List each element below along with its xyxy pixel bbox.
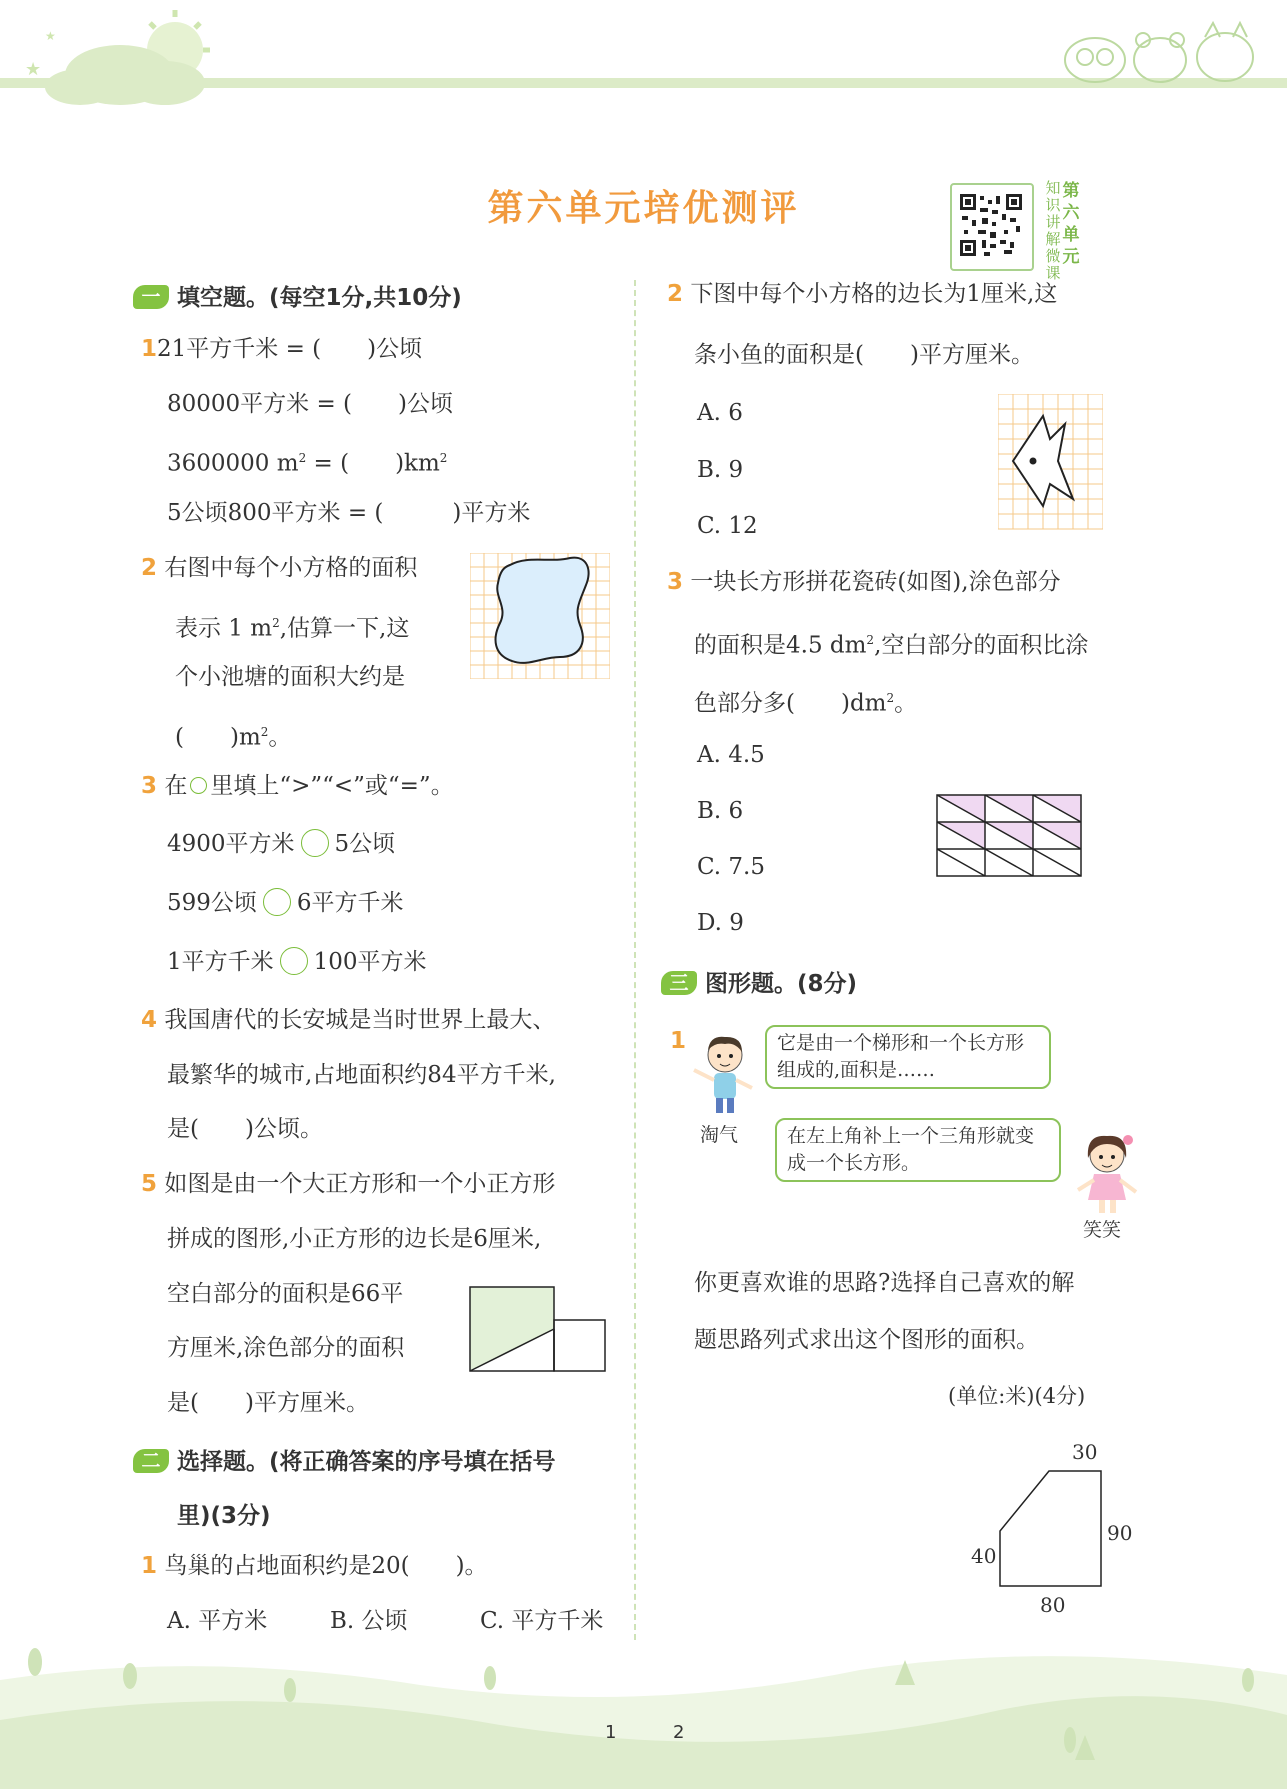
choice-q3-line1: [667, 567, 1061, 597]
question-number: 4: [141, 1007, 158, 1033]
dim-top-label: 30: [1072, 1440, 1098, 1464]
choice-q3-option-c: C. 7.5: [697, 854, 765, 880]
compare-left: 1平方千米: [167, 949, 274, 975]
question-number: 2: [141, 555, 158, 581]
qr-label-knowledge: 知识讲解微课: [1045, 179, 1061, 282]
choice-q3-option-b: B. 6: [697, 798, 744, 824]
section-2-title-line2: 里)(3分): [177, 1503, 271, 1529]
speech-bubble-girl: 在左上角补上一个三角形就变成一个长方形。: [775, 1118, 1061, 1182]
question-number: 3: [667, 569, 684, 595]
question-number: 5: [141, 1171, 158, 1197]
animal-heads-decoration: [1055, 15, 1260, 85]
speech-bubble-boy: 它是由一个梯形和一个长方形组成的,面积是……: [765, 1025, 1051, 1089]
section-title: 填空题。(每空1分,共10分): [177, 285, 462, 311]
question-text: 21平方千米 = ( )公顷: [157, 336, 423, 362]
svg-text:★: ★: [45, 29, 56, 43]
q1-line3-part-b: = ( )km: [306, 450, 440, 477]
question-text: 如图是由一个大正方形和一个小正方形: [164, 1171, 556, 1197]
fill-q1-line1: [141, 334, 422, 364]
shape-q1-number: 1: [670, 1028, 687, 1054]
column-divider: [634, 280, 636, 1640]
fill-q2-line2: 表示 1 $m^2$,估算一下,这: [175, 615, 410, 642]
compare-circle-input[interactable]: [280, 947, 308, 975]
fill-q3-row1: [167, 829, 395, 859]
q3-line3-part-a: 色部分多( )dm: [694, 690, 887, 717]
fill-q2-line4: ( )$m^2$。: [175, 724, 292, 751]
q3-line2-part-b: ,空白部分的面积比涂: [874, 632, 1089, 659]
choice-q2-line1: [667, 279, 1057, 309]
fill-q2-line1: [141, 553, 417, 583]
fill-q3-row3: [167, 947, 427, 977]
fill-q5-line5: 是( )平方厘米。: [167, 1390, 369, 1416]
girl-name-label: 笑笑: [1083, 1219, 1122, 1241]
squares-figure: [468, 1285, 610, 1373]
compare-right: 100平方米: [313, 949, 427, 975]
page-title: 第六单元培优测评: [487, 188, 800, 229]
fill-q5-line3: 空白部分的面积是66平: [167, 1281, 404, 1307]
fill-q1-line4: 5公顷800平方米 = ( )平方米: [167, 500, 531, 526]
choice-q2-option-c: C. 12: [697, 513, 758, 539]
q2-line2-part-b: ,估算一下,这: [279, 615, 410, 642]
question-text: 鸟巢的占地面积约是20( )。: [164, 1553, 488, 1579]
choice-q3-option-a: A. 4.5: [697, 742, 765, 768]
fill-q5-line2: 拼成的图形,小正方形的边长是6厘米,: [167, 1226, 542, 1252]
fill-q4-line3: 是( )公顷。: [167, 1116, 323, 1142]
boy-name-label: 淘气: [700, 1124, 739, 1146]
section-badge: 三: [661, 971, 697, 995]
question-text: 下图中每个小方格的边长为1厘米,这: [690, 281, 1058, 307]
compare-circle-input[interactable]: [263, 888, 291, 916]
fill-q1-line2: 80000平方米 = ( )公顷: [167, 391, 454, 417]
section-1-header: [133, 279, 462, 312]
q3-line3-part-b: 。: [894, 690, 918, 717]
compare-left: 4900平方米: [167, 831, 295, 857]
choice-q1-option-a: A. 平方米: [167, 1608, 268, 1634]
compare-right: 5公顷: [334, 831, 396, 857]
choice-q3-line3: 色部分多( )$dm^2$。: [694, 690, 918, 717]
q2-line4-part-b: 。: [268, 724, 292, 751]
dim-left-label: 40: [971, 1544, 997, 1568]
choice-q3-line2: 的面积是4.5 $dm^2$,空白部分的面积比涂: [694, 632, 1089, 659]
question-text: 我国唐代的长安城是当时世界上最大、: [164, 1007, 556, 1033]
qr-label-unit: 第六单元: [1062, 181, 1080, 267]
question-number: 1: [141, 1553, 158, 1579]
section-title: 图形题。(8分): [705, 971, 858, 997]
compare-circle-sample: [190, 777, 207, 794]
q2-line2-part-a: 表示 1 m: [175, 615, 273, 642]
choice-q1-option-b: B. 公顷: [330, 1608, 408, 1634]
choice-q2-line2: 条小鱼的面积是( )平方厘米。: [694, 342, 1034, 368]
compare-circle-input[interactable]: [301, 829, 329, 857]
question-text: 右图中每个小方格的面积: [164, 555, 418, 581]
choice-q1-stem: [141, 1551, 488, 1581]
q3-intro-part-b: 里填上“>”“<”或“=”。: [210, 773, 454, 799]
fill-q1-line3: 3600000 $m^2$ = ( )$km^2$: [167, 450, 448, 477]
section-title: 选择题。(将正确答案的序号填在括号: [177, 1449, 556, 1475]
question-number: 3: [141, 773, 158, 799]
composite-shape-figure: [990, 1465, 1110, 1595]
fill-q3-intro: [141, 771, 454, 801]
qr-code-icon[interactable]: [960, 194, 1022, 256]
shape-q1-line2: 题思路列式求出这个图形的面积。: [694, 1327, 1039, 1353]
question-text: 一块长方形拼花瓷砖(如图),涂色部分: [690, 569, 1061, 595]
compare-left: 599公顷: [167, 890, 257, 916]
dim-right-label: 90: [1107, 1521, 1133, 1545]
girl-character-icon: [1072, 1130, 1142, 1215]
choice-q2-option-b: B. 9: [697, 457, 744, 483]
section-badge: 一: [133, 285, 169, 309]
choice-q2-option-a: A. 6: [697, 400, 743, 426]
tile-figure: [935, 793, 1085, 881]
shape-q1-unit: (单位:米)(4分): [948, 1384, 1086, 1408]
choice-q3-option-d: D. 9: [697, 910, 744, 936]
q3-line2-part-a: 的面积是4.5 dm: [694, 632, 867, 659]
landscape-decoration: [0, 1640, 1287, 1789]
page-number-right: 2: [673, 1722, 685, 1743]
fill-q2-line3: 个小池塘的面积大约是: [175, 664, 405, 690]
fill-q5-line4: 方厘米,涂色部分的面积: [167, 1335, 405, 1361]
section-3-header: [661, 965, 857, 998]
shape-q1-line1: 你更喜欢谁的思路?选择自己喜欢的解: [694, 1270, 1075, 1296]
page-number-left: 1: [605, 1722, 617, 1743]
fish-grid-figure: [998, 394, 1103, 534]
boy-character-icon: [690, 1030, 760, 1115]
choice-q1-option-c: C. 平方千米: [480, 1608, 604, 1634]
question-number: 1: [141, 336, 158, 362]
fill-q3-row2: [167, 888, 404, 918]
compare-right: 6平方千米: [296, 890, 404, 916]
section-badge: 二: [133, 1449, 169, 1473]
pond-grid-figure: [470, 553, 610, 679]
fill-q4-line2: 最繁华的城市,占地面积约84平方千米,: [167, 1062, 556, 1088]
svg-text:★: ★: [25, 59, 42, 80]
q3-intro-part-a: 在: [164, 773, 188, 799]
q2-line4-part-a: ( )m: [175, 724, 261, 751]
q1-line3-part-a: 3600000 m: [167, 450, 299, 477]
fill-q5-line1: [141, 1169, 555, 1199]
section-2-header: [133, 1443, 556, 1476]
cloud-sun-decoration: [20, 5, 210, 110]
fill-q4-line1: [141, 1005, 555, 1035]
question-number: 2: [667, 281, 684, 307]
dim-bottom-label: 80: [1040, 1593, 1066, 1617]
